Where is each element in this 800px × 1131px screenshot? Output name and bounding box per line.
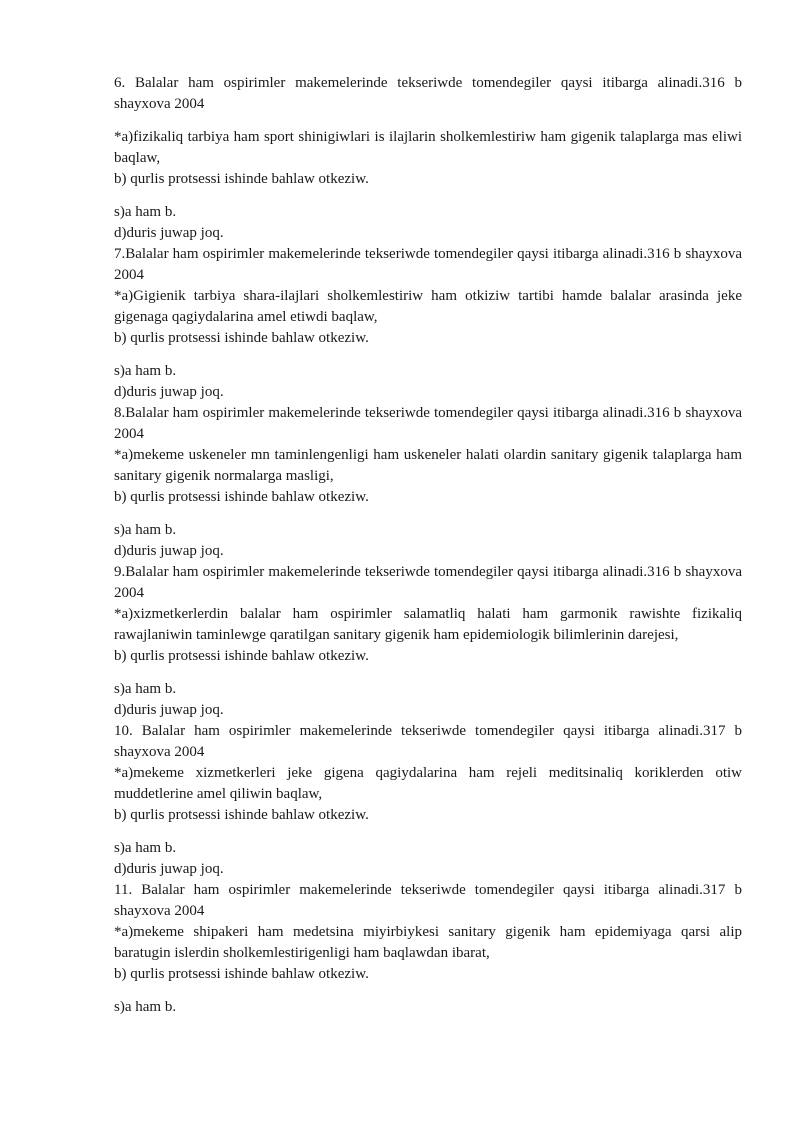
option-d: d)duris juwap joq. [114, 384, 224, 400]
spacer [114, 190, 742, 202]
option-b: b) qurlis protsessi ishinde bahlaw otkeziw. [114, 171, 369, 187]
question-block-9 [114, 562, 742, 721]
spacer [114, 508, 742, 520]
option-d: d)duris juwap joq. [114, 543, 224, 559]
question-text: 8.Balalar ham ospirimler makemelerinde tekseriwde tomendegiler qaysi itibarga alinadi.316 b shayxova 2004 [114, 405, 742, 442]
question-text: 11. Balalar ham ospirimler makemelerinde tekseriwde tomendegiler qaysi itibarga alinadi.317 b shayxova 2004 [114, 882, 742, 919]
question-block-7 [114, 244, 742, 403]
option-a: *a)Gigienik tarbiya shara-ilajlari sholkemlestiriw ham otkiziw tartibi hamde balalar arasinda jeke gigenaga qagiydalarina amel etiwdi baqlaw, [114, 288, 742, 325]
option-a: *a)mekeme shipakeri ham medetsina miyirbiykesi sanitary gigenik ham epidemiyaga qarsi alip baratugin islerdin sholkemlestirigenligi ham baqlawdan ibarat, [114, 924, 742, 961]
spacer [114, 349, 742, 361]
option-a: *a)fizikaliq tarbiya ham sport shinigiwlari is ilajlarin sholkemlestiriw ham gigenik talaplarga mas eliwi baqlaw, [114, 129, 742, 166]
option-b: b) qurlis protsessi ishinde bahlaw otkeziw. [114, 489, 369, 505]
question-text: 9.Balalar ham ospirimler makemelerinde tekseriwde tomendegiler qaysi itibarga alinadi.316 b shayxova 2004 [114, 564, 742, 601]
option-a: *a)mekeme xizmetkerleri jeke gigena qagiydalarina ham rejeli meditsinaliq koriklerden otiw muddetlerine amel qiliwin baqlaw, [114, 765, 742, 802]
option-d: d)duris juwap joq. [114, 225, 224, 241]
question-text: 7.Balalar ham ospirimler makemelerinde tekseriwde tomendegiler qaysi itibarga alinadi.316 b shayxova 2004 [114, 246, 742, 283]
question-block-6 [114, 73, 742, 244]
question-text: 6. Balalar ham ospirimler makemelerinde tekseriwde tomendegiler qaysi itibarga alinadi.316 b shayxova 2004 [114, 75, 742, 112]
option-a: *a)xizmetkerlerdin balalar ham ospirimler salamatliq halati ham garmonik rawishte fizikaliq rawajlaniwin taminlewge qaratilgan sanitary gigenik ham epidemiologik bilimlerinin darejesi, [114, 606, 742, 643]
option-s: s)a ham b. [114, 999, 177, 1015]
option-b: b) qurlis protsessi ishinde bahlaw otkeziw. [114, 966, 369, 982]
spacer [114, 115, 742, 127]
spacer [114, 826, 742, 838]
question-text: 10. Balalar ham ospirimler makemelerinde tekseriwde tomendegiler qaysi itibarga alinadi.317 b shayxova 2004 [114, 723, 742, 760]
option-d: d)duris juwap joq. [114, 702, 224, 718]
option-b: b) qurlis protsessi ishinde bahlaw otkeziw. [114, 330, 369, 346]
question-block-8 [114, 403, 742, 562]
option-s: s)a ham b. [114, 363, 177, 379]
option-s: s)a ham b. [114, 204, 177, 220]
spacer [114, 985, 742, 997]
question-block-10 [114, 721, 742, 880]
option-s: s)a ham b. [114, 681, 177, 697]
option-d: d)duris juwap joq. [114, 861, 224, 877]
question-block-11 [114, 880, 742, 1018]
option-b: b) qurlis protsessi ishinde bahlaw otkeziw. [114, 807, 369, 823]
document-page [114, 73, 742, 1018]
option-b: b) qurlis protsessi ishinde bahlaw otkeziw. [114, 648, 369, 664]
option-s: s)a ham b. [114, 840, 177, 856]
option-a: *a)mekeme uskeneler mn taminlengenligi ham uskeneler halati olardin sanitary gigenik talaplarga ham sanitary gigenik normalarga masligi, [114, 447, 742, 484]
spacer [114, 667, 742, 679]
option-s: s)a ham b. [114, 522, 177, 538]
